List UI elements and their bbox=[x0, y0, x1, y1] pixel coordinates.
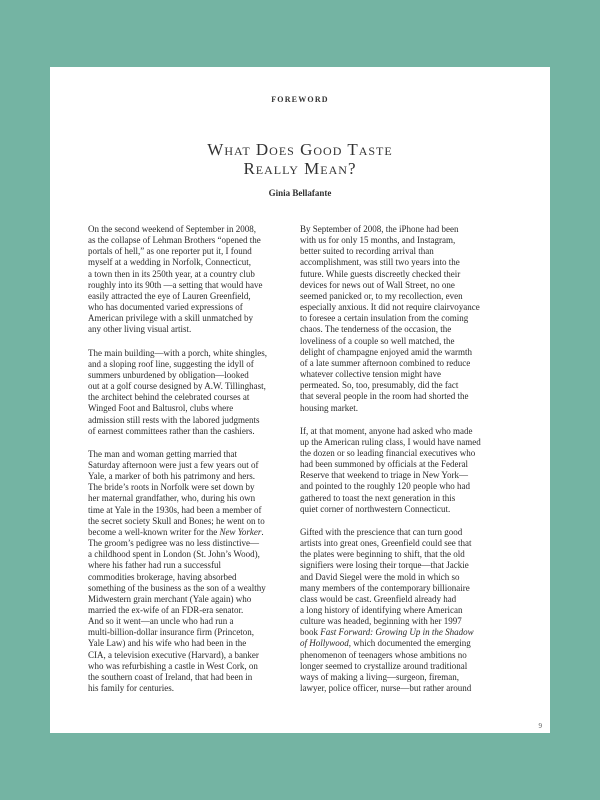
left-column bbox=[88, 224, 266, 706]
text-line: signifiers were losing their torque—that Jackie bbox=[300, 560, 469, 571]
text-line: the southern coast of Ireland, that had been in bbox=[88, 671, 253, 682]
text-line: portals of hell,” as one reporter put it, I found bbox=[88, 246, 252, 257]
text-line: to foresee a certain insulation from the coming bbox=[300, 313, 469, 324]
text-line: myself at a wedding in Norfolk, Connecticut, bbox=[88, 257, 251, 268]
text-line: CIA, a television executive (Harvard), a banker bbox=[88, 649, 259, 660]
text-line: admission still rests with the labored judgments bbox=[88, 414, 260, 425]
paragraph bbox=[88, 348, 266, 437]
page-number: 9 bbox=[538, 722, 542, 730]
text-line: had been summoned by officials at the Federal bbox=[300, 459, 469, 470]
work-title: of Hollywood bbox=[300, 638, 349, 649]
text-line: married the ex-wife of an FDR-era senator. bbox=[88, 605, 244, 615]
title-line: Really Mean? bbox=[243, 159, 357, 178]
text-line: The bride’s roots in Norfolk were set down by bbox=[88, 482, 255, 493]
text-line: permeated. So, too, presumably, did the fact bbox=[300, 380, 459, 391]
text-line: Yale Law) and his wife who had been in the bbox=[88, 638, 247, 649]
text-line: ways of making a living—surgeon, fireman, bbox=[300, 671, 460, 682]
work-title: Fast Forward: Growing Up in the Shadow bbox=[320, 627, 474, 638]
text-line: whatever collective tension might have bbox=[300, 369, 441, 380]
text-line: quiet corner of northwestern Connecticut. bbox=[300, 503, 451, 514]
text-line: summers unburdened by obligation—looked bbox=[88, 369, 249, 380]
text-line: a town then in its 250th year, at a country club bbox=[88, 268, 255, 279]
text-line: multi-billion-dollar insurance firm (Princeton, bbox=[88, 627, 254, 638]
text-line: roughly into its 90th —a setting that would have bbox=[88, 279, 263, 290]
text-line: The main building—with a porch, white shingles, bbox=[88, 347, 267, 358]
text-line: accomplishment, was still two years into the bbox=[300, 257, 460, 268]
text-line: If, at that moment, anyone had asked who made bbox=[300, 425, 473, 436]
text-line: and pointed to the roughly 120 people who had bbox=[300, 481, 470, 492]
text-line: better suited to recording arrival than bbox=[300, 246, 434, 257]
work-title: New Yorker bbox=[219, 526, 262, 537]
text-line: On the second weekend of September in 2008, bbox=[88, 224, 256, 234]
text-line: his family for centuries. bbox=[88, 683, 174, 694]
text-line: with us for only 15 months, and Instagram, bbox=[300, 235, 456, 246]
text-line: loveliness of a couple so well matched, the bbox=[300, 335, 455, 346]
section-label: FOREWORD bbox=[271, 95, 329, 104]
text-line: longer seemed to crystallize around traditional bbox=[300, 660, 468, 671]
text-line: who was refurbishing a castle in West Cork, on bbox=[88, 660, 258, 671]
text-line: future. While guests discreetly checked their bbox=[300, 268, 461, 279]
text-line: easily attracted the eye of Lauren Greenfield, bbox=[88, 290, 251, 301]
text-line: the architect behind the celebrated courses at bbox=[88, 392, 250, 403]
book-page bbox=[50, 67, 550, 733]
text-line: culture was headed, beginning with her 1997 bbox=[300, 616, 462, 627]
text-line: commodities brokerage, having absorbed bbox=[88, 571, 237, 582]
text-line: seemed panicked or, to my recollection, even bbox=[300, 290, 463, 301]
text-line: a long history of identifying where American bbox=[300, 605, 463, 615]
text-line: and David Siegel were the mold in which so bbox=[300, 571, 460, 582]
text-line: of Hollywood, which documented the emerging bbox=[300, 638, 471, 649]
text-line: Reserve that weekend to triage in New York— bbox=[300, 470, 468, 481]
text-line: many members of the contemporary billionaire bbox=[300, 582, 470, 593]
text-line: especially anxious. It did not require clairvoyance bbox=[300, 302, 480, 313]
text-line: time at Yale in the 1930s, had been a member of bbox=[88, 504, 262, 515]
text-line: And so it went—an uncle who had run a bbox=[88, 616, 234, 627]
title-line: What Does Good Taste bbox=[207, 140, 393, 159]
text-line: a childhood spent in London (St. John’s Wood), bbox=[88, 549, 260, 560]
text-line: who has documented varied expressions of bbox=[88, 302, 243, 313]
text-line: devices for news out of Wall Street, no one bbox=[300, 279, 455, 290]
paragraph bbox=[88, 449, 266, 694]
essay-title bbox=[50, 140, 550, 178]
paragraph bbox=[88, 224, 266, 336]
text-line: of a late summer afternoon combined to reduce bbox=[300, 357, 471, 368]
text-line: The groom’s pedigree was no less distinctive— bbox=[88, 538, 259, 549]
text-line: Midwestern grain merchant (Yale again) who bbox=[88, 593, 252, 604]
text-line: of earnest committees rather than the cashiers. bbox=[88, 425, 255, 436]
text-line: up the American ruling class, I would have named bbox=[300, 436, 481, 447]
text-line: and a sloping roof line, suggesting the idyll of bbox=[88, 358, 254, 369]
right-column bbox=[300, 224, 481, 706]
text-line: as the collapse of Lehman Brothers “opened the bbox=[88, 235, 261, 246]
text-line: her maternal grandfather, who, during his own bbox=[88, 493, 256, 504]
text-line: Gifted with the prescience that can turn good bbox=[300, 526, 463, 537]
text-line: chaos. The tenderness of the occasion, the bbox=[300, 324, 452, 335]
text-line: housing market. bbox=[300, 402, 358, 413]
text-line: something of the business as the son of a wealthy bbox=[88, 582, 266, 593]
text-line: gathered to toast the next generation in this bbox=[300, 492, 456, 503]
author-byline: Ginia Bellafante bbox=[268, 188, 332, 198]
text-line: artists into great ones, Greenfield could see that bbox=[300, 538, 472, 549]
text-line: become a well-known writer for the New Yorker. bbox=[88, 526, 264, 537]
paragraph bbox=[300, 425, 481, 515]
paragraph bbox=[300, 527, 478, 694]
text-line: The man and woman getting married that bbox=[88, 448, 237, 459]
text-line: any other living visual artist. bbox=[88, 324, 192, 335]
text-line: the plates were beginning to shift, that the old bbox=[300, 549, 465, 560]
text-line: By September of 2008, the iPhone had been bbox=[300, 224, 459, 234]
text-line: delight of champagne enjoyed amid the warmth bbox=[300, 346, 472, 357]
text-line: class would be cast. Greenfield already had bbox=[300, 593, 457, 604]
text-line: Yale, a marker of both his patrimony and hers. bbox=[88, 471, 256, 482]
text-line: Winged Foot and Baltusrol, clubs where bbox=[88, 403, 234, 414]
text-line: Saturday afternoon were just a few years out of bbox=[88, 459, 259, 470]
text-line: the secret society Skull and Bones; he went on to bbox=[88, 515, 265, 526]
text-line: book Fast Forward: Growing Up in the Shadow bbox=[300, 627, 474, 638]
text-line: where his father had run a successful bbox=[88, 560, 221, 571]
text-line: lawyer, police officer, nurse—but rather around bbox=[300, 683, 472, 694]
text-line: that several people in the room had shorted the bbox=[300, 391, 469, 402]
text-line: out at a golf course designed by A.W. Tillinghast, bbox=[88, 381, 266, 392]
paragraph bbox=[300, 224, 478, 414]
text-line: American privilege with a skill unmatched by bbox=[88, 313, 253, 324]
text-line: phenomenon of teenagers whose ambitions no bbox=[300, 649, 467, 660]
text-line: the dozen or so leading financial executives who bbox=[300, 447, 476, 458]
